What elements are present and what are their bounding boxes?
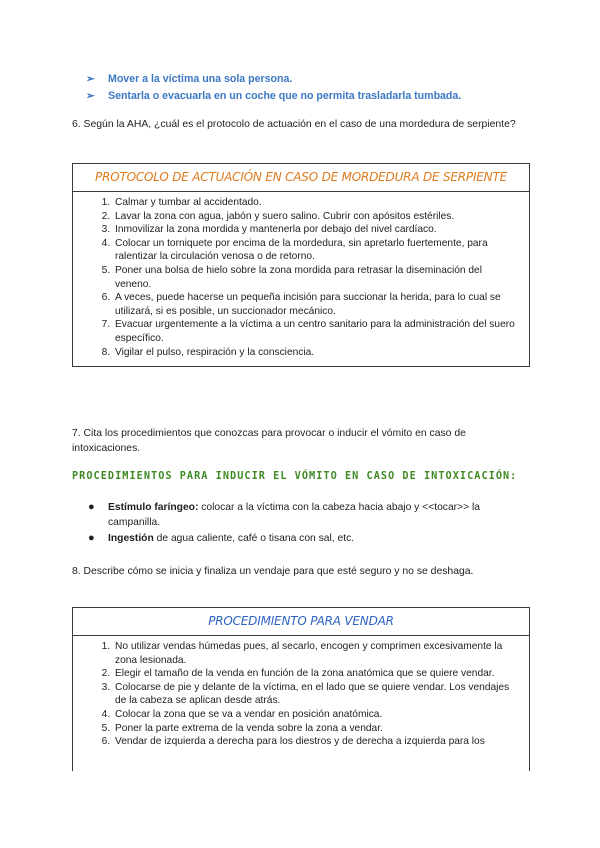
vomit-procedures-list [88, 500, 528, 547]
question-7: 7. Cita los procedimientos que conozcas para provocar o inducir el vómito en caso de intoxicaciones. [72, 428, 466, 454]
question-8: 8. Describe cómo se inicia y finaliza un vendaje para que esté seguro y no se deshaga. [72, 566, 474, 577]
bandage-step: 2. Elegir el tamaño de la venda en función de la zona anatómica que se quiere vendar. [113, 667, 519, 681]
snakebite-protocol-title: PROTOCOLO DE ACTUACIÓN EN CASO DE MORDEDURA DE SERPIENTE [73, 164, 529, 192]
bandage-step: 6. Vendar de izquierda a derecha para los diestros y de derecha a izquierda para los [113, 735, 519, 749]
bandage-procedure-box [72, 607, 530, 771]
bandage-step: 4. Colocar la zona que se va a vendar en posición anatómica. [113, 708, 519, 722]
vomit-procedure-item [88, 500, 528, 530]
vomit-procedure-item [88, 531, 528, 546]
procedure-description: de agua caliente, café o tisana con sal, etc. [153, 533, 355, 544]
procedure-term: Estímulo faríngeo: [108, 502, 199, 513]
vomit-procedures-heading: PROCEDIMIENTOS PARA INDUCIR EL VÓMITO EN CASO DE INTOXICACIÓN: [72, 471, 518, 482]
bullet-icon: ● [88, 532, 95, 544]
precaution-item [86, 88, 461, 105]
bandage-step: 1. No utilizar vendas húmedas pues, al secarlo, encogen y comprimen excesivamente la zona lesionada. [113, 640, 519, 667]
protocol-step: 7. Evacuar urgentemente a la víctima a un centro sanitario para la administración del suero específico. [113, 318, 519, 345]
snakebite-protocol-box [72, 163, 530, 367]
bandage-step: 3. Colocarse de pie y delante de la víctima, en el lado que se quiere vendar. Los vendajes de la cabeza se aplican desde atrás. [113, 681, 519, 708]
question-6: 6. Según la AHA, ¿cuál es el protocolo de actuación en el caso de una mordedura de serpiente? [72, 119, 516, 130]
protocol-step: 6. A veces, puede hacerse un pequeña incisión para succionar la herida, para lo cual se utilizará, si es posible, un succionador mecánico. [113, 291, 519, 318]
precaution-item [86, 71, 461, 88]
bandage-procedure-list [73, 636, 529, 749]
precaution-text: Mover a la víctima una sola persona. [108, 73, 293, 85]
protocol-step: 1. Calmar y tumbar al accidentado. [113, 196, 519, 210]
snakebite-protocol-list [73, 192, 529, 359]
precaution-text: Sentarla o evacuarla en un coche que no permita trasladarla tumbada. [108, 90, 462, 102]
protocol-step: 3. Inmovilizar la zona mordida y mantenerla por debajo del nivel cardíaco. [113, 223, 519, 237]
protocol-step: 5. Poner una bolsa de hielo sobre la zona mordida para retrasar la diseminación del veneno. [113, 264, 519, 291]
precaution-list [86, 71, 461, 105]
arrow-bullet-icon: ➢ [86, 73, 95, 85]
arrow-bullet-icon: ➢ [86, 90, 95, 102]
bullet-icon: ● [88, 501, 95, 513]
procedure-description: colocar a la víctima con la cabeza hacia abajo y <<tocar>> la campanilla. [108, 502, 481, 528]
protocol-step: 2. Lavar la zona con agua, jabón y suero salino. Cubrir con apósitos estériles. [113, 210, 519, 224]
procedure-term: Ingestión [108, 533, 154, 544]
bandage-step: 5. Poner la parte extrema de la venda sobre la zona a vendar. [113, 722, 519, 736]
protocol-step: 4. Colocar un torniquete por encima de la mordedura, sin apretarlo fuertemente, para ralentizar la circulación venosa o de retorno. [113, 237, 519, 264]
bandage-procedure-title: PROCEDIMIENTO PARA VENDAR [73, 608, 529, 636]
protocol-step: 8. Vigilar el pulso, respiración y la consciencia. [113, 346, 519, 360]
